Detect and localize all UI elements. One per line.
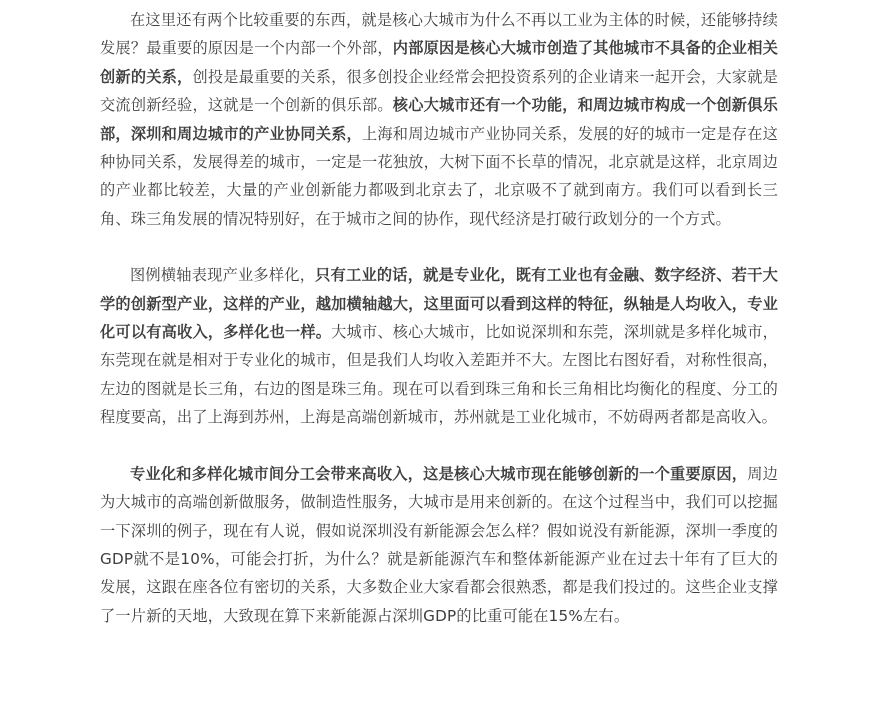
paragraph-3 [100,460,778,630]
para3-text-1: 周边为大城市的高端创新做服务，做制造性服务，大城市是用来创新的。在这个过程当中，我们可以挖掘一下深圳的例子，现在有人说，假如说深圳没有新能源会怎么样？假如说没有新能源，深圳一季度的GDP就不是10%，可能会打折，为什么？就是新能源汽车和整体新能源产业在过去十年有了巨大的发展，这跟在座各位有密切的关系，大多数企业大家看都会很熟悉，都是我们投过的。这些企业支撑了一片新的天地，大致现在算下来新能源占深圳GDP的比重可能在15%左右。 [100,464,779,625]
para2-bold-1: 只有工业的话，就是专业化，既有工业也有金融、数字经济、若干大学的创新型产业，这样的产业，越加横轴越大，这里面可以看到这样的特征，纵轴是人均收入，专业化可以有高收入，多样化也一样。 [100,266,778,342]
paragraph-1 [100,6,778,233]
para2-text-2: 大城市、核心大城市，比如说深圳和东莞，深圳就是多样化城市，东莞现在就是相对于专业化的城市，但是我们人均收入差距并不大。左图比右图好看，对称性很高，左边的图就是长三角，右边的图是珠三角。现在可以看到珠三角和长三角相比均衡化的程度、分工的程度要高，出了上海到苏州，上海是高端创新城市，苏州就是工业化城市，不妨碍两者都是高收入。 [100,323,778,427]
para1-text-1: 在这里还有两个比较重要的东西，就是核心大城市为什么不再以工业为主体的时候，还能够持续发展？最重要的原因是一个内部一个外部， [100,11,778,58]
para1-text-2: 创投是最重要的关系，很多创投企业经常会把投资系列的企业请来一起开会，大家就是交流创新经验，这就是一个创新的俱乐部。 [100,67,779,115]
para2-text-1: 图例横轴表现产业多样化， [130,266,316,285]
para3-bold-1: 专业化和多样化城市间分工会带来高收入，这是核心大城市现在能够创新的一个重要原因， [130,464,748,483]
para1-bold-1: 内部原因是核心大城市创造了其他城市不具备的企业相关创新的关系， [100,39,778,86]
para1-bold-2: 核心大城市还有一个功能，和周边城市构成一个创新俱乐部，深圳和周边城市的产业协同关系， [100,96,778,143]
paragraph-2 [100,261,778,431]
para1-text-3: 上海和周边城市产业协同关系，发展的好的城市一定是存在这种协同关系，发展得差的城市，一定是一花独放，大树下面不长草的情况，北京就是这样，北京周边的产业都比较差，大量的产业创新能力都吸到北京去了，北京吸不了就到南方。我们可以看到长三角、珠三角发展的情况特别好，在于城市之间的协作，现代经济是打破行政划分的一个方式。 [100,124,778,228]
